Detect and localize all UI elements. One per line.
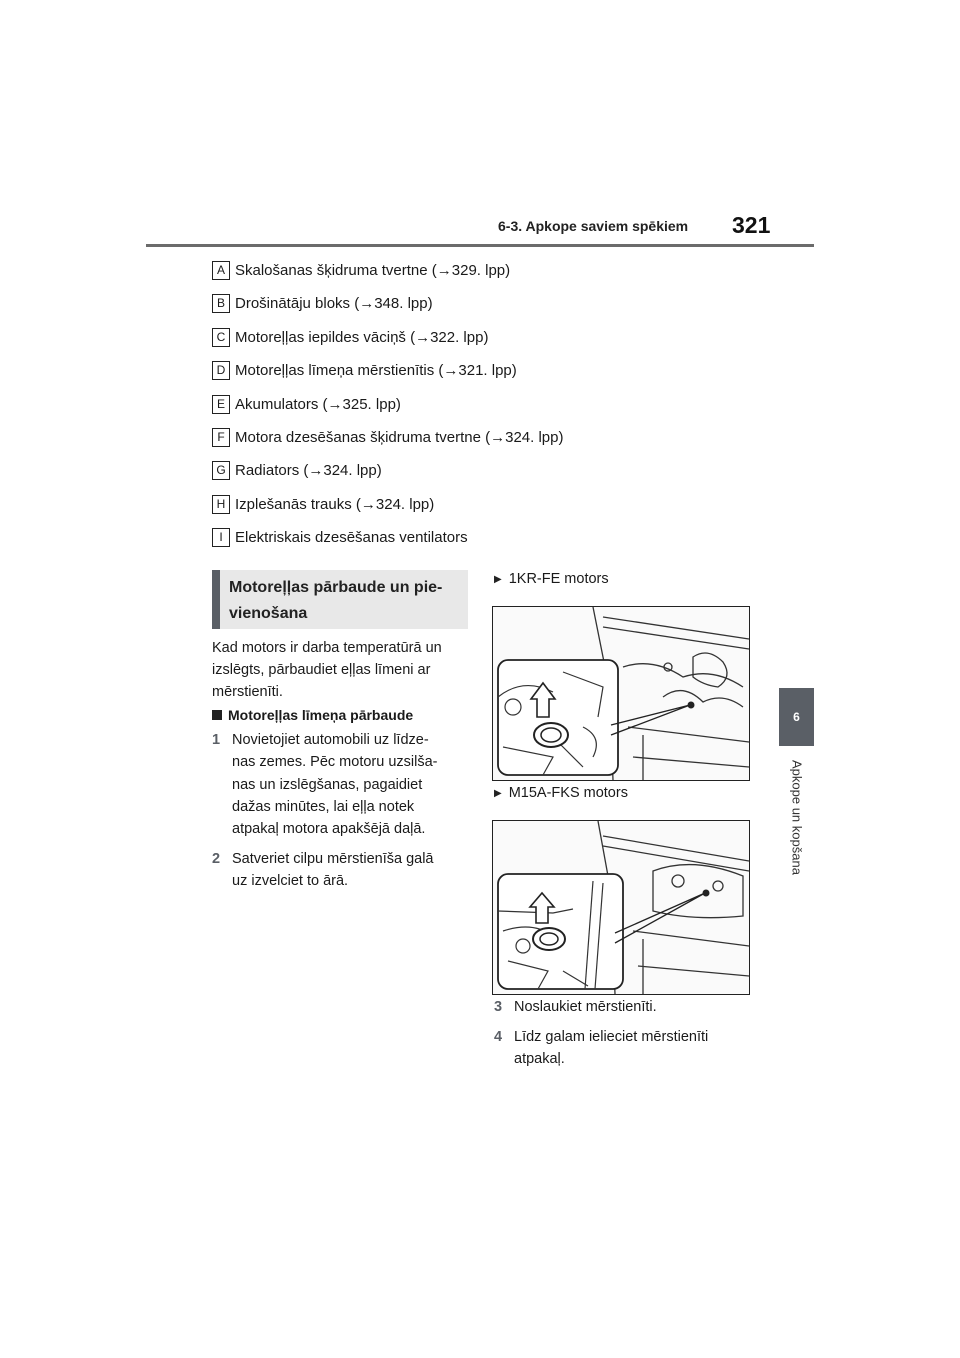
figure-caption-1 (494, 571, 609, 587)
legend-item-g (212, 460, 382, 480)
engine-figure-m15a-fks (492, 820, 750, 995)
legend-item-a (212, 260, 510, 280)
legend-item-h (212, 494, 434, 514)
step-text (514, 1026, 708, 1071)
intro-line: mērstienīti. (212, 684, 283, 700)
step-text (232, 848, 434, 893)
step-line: Līdz galam ielieciet mērstienīti (514, 1029, 709, 1045)
legend-letter: E (212, 395, 230, 414)
page-number: 321 (732, 212, 771, 238)
legend-text: Izplešanās trauks (→324. lpp) (235, 495, 435, 513)
intro-paragraph (212, 637, 470, 703)
step-number: 1 (212, 732, 221, 748)
square-bullet-icon (212, 710, 222, 720)
legend-item-d (212, 360, 517, 380)
step-line: nas zemes. Pēc motoru uzsilša- (232, 754, 438, 771)
step-line: dažas minūtes, lai eļļa notek (232, 798, 415, 815)
legend-text: Motoreļļas līmeņa mērstienītis (→321. lpp) (235, 361, 517, 379)
engine-illustration (493, 607, 749, 780)
legend-letter: B (212, 294, 230, 313)
legend-text: Akumulators (→325. lpp) (235, 395, 401, 413)
header-divider (146, 244, 814, 247)
step-number: 3 (494, 999, 503, 1015)
step-number: 2 (212, 851, 221, 867)
legend-text: Skalošanas šķidruma tvertne (→329. lpp) (235, 261, 511, 279)
chapter-tab (779, 688, 814, 746)
chapter-label (780, 760, 814, 900)
legend-item-f (212, 427, 563, 447)
step-line: Noslaukiet mērstienīti. (514, 999, 657, 1015)
legend-letter: F (212, 428, 230, 447)
step-line: Novietojiet automobili uz līdze- (232, 732, 429, 748)
legend-text: Drošinātāju bloks (→348. lpp) (235, 294, 433, 312)
step-line: atpakaļ motora apakšējā daļā. (232, 821, 426, 838)
subheading-text: Motoreļļas līmeņa pārbaude (228, 707, 414, 723)
subheading (212, 707, 413, 723)
legend-letter: D (212, 361, 230, 380)
engine-figure-1kr-fe (492, 606, 750, 781)
legend-letter: A (212, 261, 230, 280)
engine-illustration (493, 821, 749, 994)
intro-line: izslēgts, pārbaudiet eļļas līmeni ar (212, 662, 431, 678)
legend-letter: G (212, 461, 230, 480)
chapter-number: 6 (793, 710, 800, 724)
legend-item-i (212, 527, 468, 547)
legend-item-e (212, 394, 401, 414)
intro-line: Kad motors ir darba temperatūrā un (212, 640, 442, 656)
step-text (232, 729, 438, 840)
caption-text: M15A-FKS motors (508, 785, 628, 801)
section-heading (212, 570, 468, 629)
section-heading-line: vienošana (229, 605, 308, 622)
triangle-bullet-icon: ▶ (494, 787, 502, 799)
section-title: 6-3. Apkope saviem spēkiem (498, 218, 689, 234)
step-line: Satveriet cilpu mērstienīša galā (232, 851, 434, 867)
legend-letter: I (212, 528, 230, 547)
step-line: uz izvelciet to ārā. (232, 873, 349, 890)
caption-text: 1KR-FE motors (508, 571, 609, 587)
legend-letter: H (212, 495, 230, 514)
chapter-label-text: Apkope un kopšana (789, 760, 805, 875)
section-heading-line: Motoreļļas pārbaude un pie- (229, 579, 443, 596)
legend-text: Motoreļļas iepildes vāciņš (→322. lpp) (235, 328, 489, 346)
step-line: atpakaļ. (514, 1051, 565, 1068)
triangle-bullet-icon: ▶ (494, 573, 502, 585)
figure-caption-2 (494, 785, 628, 801)
legend-item-c (212, 327, 488, 347)
legend-letter: C (212, 328, 230, 347)
legend-text: Radiators (→324. lpp) (235, 461, 382, 479)
legend-text: Motora dzesēšanas šķidruma tvertne (→324. lpp) (235, 428, 564, 446)
step-line: nas un izslēgšanas, pagaidiet (232, 776, 423, 793)
step-number: 4 (494, 1029, 503, 1045)
step-text (514, 996, 657, 1018)
legend-item-b (212, 293, 433, 313)
legend-text: Elektriskais dzesēšanas ventilators (235, 528, 468, 546)
